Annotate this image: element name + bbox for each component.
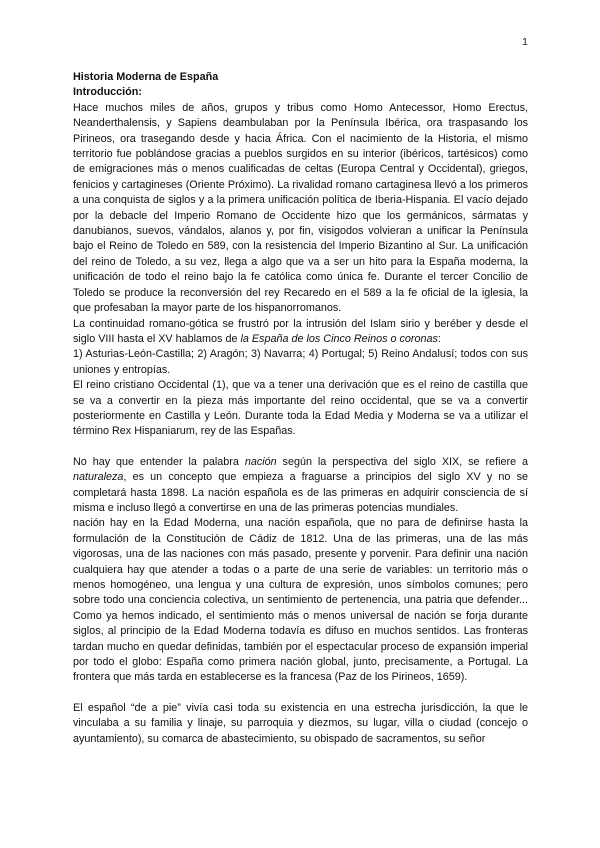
document-title: Historia Moderna de España (73, 71, 219, 83)
text-span: La continuidad romano-gótica se frustró por la intrusión del Islam sirio y beréber y desde el siglo VIII hasta el XV hablamos de (73, 317, 528, 345)
text-span: según la perspectiva del siglo XIX, se refiere a (276, 455, 528, 468)
page-number: 1 (522, 36, 528, 48)
text-span: No hay que entender la palabra (73, 455, 245, 468)
emphasis-five-kingdoms: la España de los Cinco Reinos o coronas (240, 332, 438, 345)
paragraph-five-kingdoms (73, 317, 528, 348)
text-span: : (437, 332, 441, 345)
intro-heading: Introducción: (73, 86, 142, 99)
emphasis-nacion: nación (244, 455, 277, 468)
paragraph-common-spaniard: El español “de a pie” vivía casi toda su existencia en una estrecha jurisdicción, la que le vinculaba a su familia y linaje, su parroquia y diezmos, su lugar, villa o ciudad (concejo o ayuntamiento), su comarca de abastecimiento, su obispado de sacramentos, su señor (73, 701, 528, 745)
document-body (73, 70, 528, 747)
paragraph-western-kingdom: El reino cristiano Occidental (1), que va a tener una derivación que es el reino de castilla que se va a convertir en la pieza más importante del reino occidental, que se va a convertir posteriormente en Castilla y León. Durante toda la Edad Media y Moderna se va a utilizar el término Rex Hispaniarum, rey de las Españas. (73, 379, 528, 438)
paragraph-modern-nation: nación hay en la Edad Moderna, una nación española, que no para de definirse hasta la formulación de la Constitución de Cádiz de 1812. Una de las primeras, una de las más vigorosas, una de las naciones con más pasado, presente y porvenir. Para definir una nación cualquiera hay que atender a todas o a parte de una serie de variables: un territorio más o menos homogéneo, una lengua y una cultura de expresión, unos símbolos comunes; pero sobre todo una conciencia colectiva, un sentimiento de pertenencia, una patria que defender... Como ya hemos indicado, el sentimiento más o menos universal de nación se forja durante siglos, al principio de la Edad Moderna todavía es difuso en muchos sentidos. Las fronteras tardan mucho en quedar definidas, también por el espectacular proceso de expansión imperial por todo el globo: España como primera nación global, junto, precisamente, a Portugal. La frontera que más tarda en establecerse es la francesa (Paz de los Pirineos, 1659). (73, 517, 528, 684)
paragraph-nation-concept (73, 455, 528, 517)
emphasis-naturaleza: naturaleza (73, 471, 124, 484)
paragraph-prehistory: Hace muchos miles de años, grupos y tribus como Homo Antecessor, Homo Erectus, Neanderthalensis, y Sapiens deambulaban por la Península Ibérica, ora traspasando los Pirineos, ora trasegando desde y hacia África. Con el nacimiento de la Historia, el mismo territorio fue poblándose gracias a pueblos surgidos en su interior (ibéricos, tartésicos) como de emigraciones más o menos cualificadas de celtas (Europa Central y Occidental), griegos, fenicios y cartagineses (Oriente Próximo). La rivalidad romano cartaginesa llevó a los primeros a una conquista de siglos y a la primera unificación política de Iberia-Hispania. El vacío dejado por la debacle del Imperio Romano de Occidente hizo que los germánicos, sármatas y danubianos, suevos, vándalos, alanos y, por fin, visigodos volvieran a unificar la Península bajo el Reino de Toledo en 589, con la resistencia del Imperio Bizantino al Sur. La unificación del reino de Toledo, a su vez, llega a algo que va a ser un hito para la España moderna, la unificación de todo el reino bajo la fe católica como única fe. Durante el tercer Concilio de Toledo se produce la reconversión del rey Recaredo en el 589 a la fe oficial de la iglesia, la que profesaban la mayor parte de los hispanorromanos. (73, 101, 528, 315)
text-span: , es un concepto que empieza a fraguarse a principios del siglo XV y no se completará hasta 1898. La nación española es de las primeras en adquirir consciencia de sí misma e incluso llegó a convertirse en una de las primeras potencias mundiales. (73, 471, 528, 514)
paragraph-kingdom-list: 1) Asturias-León-Castilla; 2) Aragón; 3) Navarra; 4) Portugal; 5) Reino Andalusí; todos con sus uniones y entropías. (73, 348, 528, 376)
